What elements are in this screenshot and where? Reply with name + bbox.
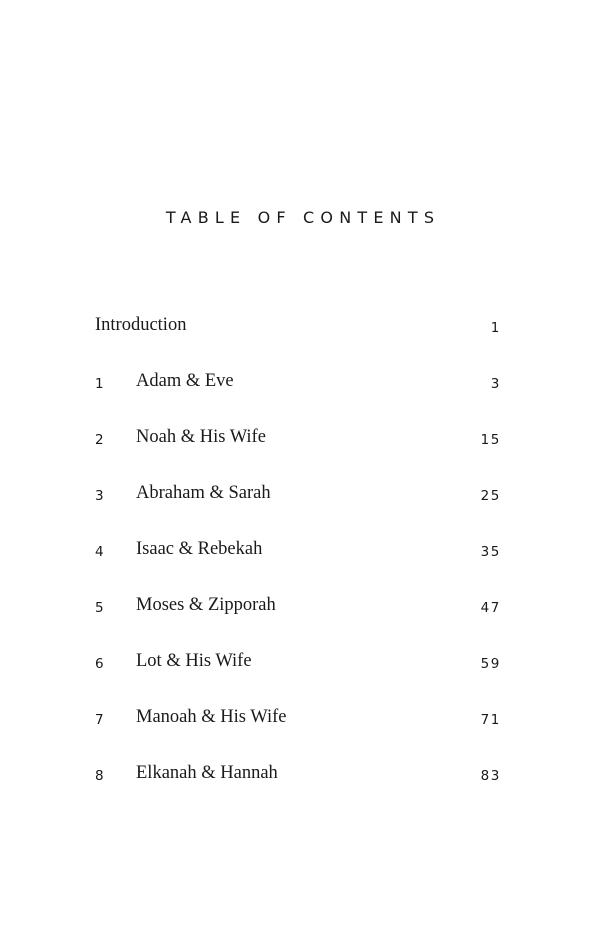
toc-entry-page: 47 — [480, 600, 501, 616]
toc-entry-title: Moses & Zipporah — [136, 595, 276, 615]
toc-entry-page: 15 — [480, 432, 501, 448]
toc-entry-page: 83 — [480, 768, 501, 784]
toc-entry-chapter-1[interactable] — [95, 368, 501, 424]
toc-entry-title: Elkanah & Hannah — [136, 763, 278, 783]
toc-entry-number: 6 — [95, 656, 105, 672]
toc-entry-title: Isaac & Rebekah — [136, 539, 263, 559]
toc-entry-page: 3 — [490, 376, 501, 392]
toc-entry-page: 25 — [480, 488, 501, 504]
page-title: TABLE OF CONTENTS — [165, 208, 441, 227]
toc-entry-title: Introduction — [95, 315, 187, 335]
toc-entry-number: 3 — [95, 488, 105, 504]
toc-entry-number: 4 — [95, 544, 105, 560]
toc-entry-title: Lot & His Wife — [136, 651, 252, 671]
toc-entry-chapter-5[interactable] — [95, 592, 501, 648]
toc-entry-number: 8 — [95, 768, 105, 784]
toc-entry-page: 71 — [480, 712, 501, 728]
toc-entry-chapter-6[interactable] — [95, 648, 501, 704]
toc-entry-number: 5 — [95, 600, 105, 616]
toc-entry-number: 2 — [95, 432, 105, 448]
toc-entry-number: 7 — [95, 712, 105, 728]
toc-entry-page: 59 — [480, 656, 501, 672]
toc-entry-chapter-2[interactable] — [95, 424, 501, 480]
toc-entry-chapter-4[interactable] — [95, 536, 501, 592]
toc-entry-title: Abraham & Sarah — [136, 483, 271, 503]
toc-entry-page: 1 — [490, 320, 501, 336]
toc-entry-introduction[interactable] — [95, 312, 501, 368]
toc-entry-page: 35 — [480, 544, 501, 560]
toc-entry-chapter-8[interactable] — [95, 760, 501, 816]
toc-entry-title: Noah & His Wife — [136, 427, 266, 447]
toc-entry-chapter-3[interactable] — [95, 480, 501, 536]
table-of-contents — [95, 312, 501, 816]
toc-entry-chapter-7[interactable] — [95, 704, 501, 760]
toc-entry-number: 1 — [95, 376, 105, 392]
toc-entry-title: Adam & Eve — [136, 371, 234, 391]
toc-entry-title: Manoah & His Wife — [136, 707, 287, 727]
